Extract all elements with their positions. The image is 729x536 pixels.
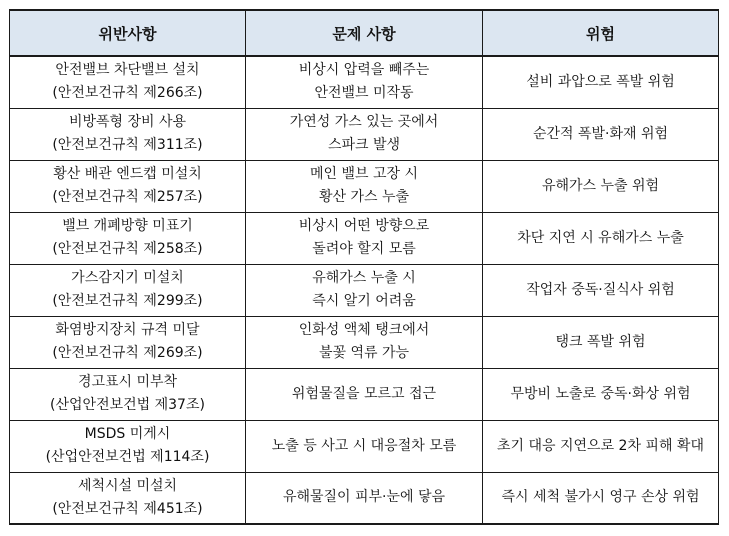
table-header-row — [10, 10, 719, 56]
cell-violation-line: 가스감지기 미설치 — [71, 270, 184, 286]
cell-risk — [483, 420, 719, 472]
cell-violation-line: (안전보건규칙 제311조) — [52, 137, 203, 153]
cell-violation — [10, 316, 246, 368]
cell-problem-line: 비상시 어떤 방향으로 — [298, 218, 430, 234]
cell-violation-line: 안전밸브 차단밸브 설치 — [55, 62, 200, 79]
cell-problem — [246, 108, 483, 160]
cell-risk — [483, 368, 719, 420]
cell-violation-line: (안전보건규칙 제451조) — [52, 500, 203, 517]
cell-violation — [10, 56, 246, 108]
cell-problem-line: 유해가스 누출 시 — [312, 270, 416, 286]
cell-problem-line: 즉시 알기 어려움 — [312, 293, 416, 309]
cell-violation-line: (안전보건규칙 제269조) — [52, 345, 203, 361]
cell-risk-line: 즉시 세척 불가시 영구 손상 위험 — [501, 489, 700, 506]
cell-risk — [483, 108, 719, 160]
cell-problem-line: 황산 가스 누출 — [318, 189, 410, 205]
cell-risk-line: 설비 과압으로 폭발 위험 — [526, 73, 675, 90]
cell-problem-line: 안전밸브 미작동 — [314, 85, 414, 102]
table-row — [10, 56, 719, 108]
cell-violation-line: (안전보건규칙 제299조) — [52, 293, 203, 309]
table-row — [10, 420, 719, 472]
cell-violation — [10, 212, 246, 264]
cell-risk — [483, 56, 719, 108]
cell-problem-line: 노출 등 사고 시 대응절차 모름 — [271, 437, 457, 454]
cell-risk-line: 순간적 폭발·화재 위험 — [532, 125, 669, 142]
cell-risk — [483, 472, 719, 524]
cell-violation-line: 경고표시 미부착 — [77, 374, 178, 390]
cell-problem-line: 위험물질을 모르고 접근 — [291, 385, 437, 402]
header-risk: 위험 — [483, 10, 719, 56]
cell-violation-line: 밸브 개폐방향 미표기 — [62, 218, 193, 234]
cell-risk-line: 유해가스 누출 위험 — [541, 177, 660, 194]
cell-problem-line: 비상시 압력을 빼주는 — [298, 62, 430, 79]
cell-problem-line: 불꽃 역류 가능 — [318, 345, 410, 361]
cell-problem — [246, 56, 483, 108]
cell-problem — [246, 368, 483, 420]
table-row — [10, 160, 719, 212]
cell-violation — [10, 368, 246, 420]
cell-problem-line: 가연성 가스 있는 곳에서 — [289, 114, 439, 130]
cell-problem — [246, 212, 483, 264]
cell-violation-line: MSDS 미게시 — [84, 426, 171, 442]
cell-violation-line: (안전보건규칙 제266조) — [52, 85, 203, 102]
cell-risk-line: 무방비 노출로 중독·화상 위험 — [510, 385, 691, 402]
cell-violation-line: 화염방지장치 규격 미달 — [55, 322, 200, 338]
header-problem: 문제 사항 — [246, 10, 483, 56]
violations-table-container — [9, 9, 718, 525]
cell-violation-line: 비방폭형 장비 사용 — [68, 114, 187, 130]
cell-problem-line: 스파크 발생 — [327, 137, 401, 153]
cell-violation — [10, 420, 246, 472]
cell-risk — [483, 264, 719, 316]
table-row — [10, 472, 719, 524]
table-row — [10, 264, 719, 316]
cell-problem — [246, 160, 483, 212]
table-row — [10, 212, 719, 264]
cell-violation-line: 세척시설 미설치 — [77, 477, 178, 494]
cell-risk-line: 초기 대응 지연으로 2차 피해 확대 — [497, 437, 704, 454]
cell-violation-line: (산업안전보건법 제37조) — [50, 397, 205, 413]
cell-problem-line: 돌려야 할지 모름 — [312, 241, 416, 257]
cell-risk — [483, 316, 719, 368]
cell-violation-line: (산업안전보건법 제114조) — [45, 449, 210, 465]
cell-risk-line: 차단 지연 시 유해가스 누출 — [517, 229, 684, 246]
header-violation: 위반사항 — [10, 10, 246, 56]
cell-problem-line: 메인 밸브 고장 시 — [309, 166, 419, 182]
table-row — [10, 368, 719, 420]
cell-problem-line: 유해물질이 피부·눈에 닿음 — [282, 489, 446, 506]
table-row — [10, 108, 719, 160]
cell-risk-line: 탱크 폭발 위험 — [555, 333, 646, 350]
cell-violation-line: 황산 배관 엔드캡 미설치 — [53, 166, 202, 182]
violations-table — [9, 9, 719, 525]
cell-problem — [246, 420, 483, 472]
cell-problem — [246, 316, 483, 368]
cell-risk — [483, 160, 719, 212]
cell-violation-line: (안전보건규칙 제257조) — [52, 189, 203, 205]
cell-violation — [10, 264, 246, 316]
cell-violation — [10, 108, 246, 160]
table-row — [10, 316, 719, 368]
cell-violation-line: (안전보건규칙 제258조) — [52, 241, 203, 257]
cell-problem-line: 인화성 액체 탱크에서 — [298, 322, 430, 338]
cell-risk-line: 작업자 중독·질식사 위험 — [526, 281, 675, 298]
table-body — [10, 56, 719, 524]
cell-problem — [246, 472, 483, 524]
cell-violation — [10, 472, 246, 524]
cell-violation — [10, 160, 246, 212]
cell-risk — [483, 212, 719, 264]
cell-problem — [246, 264, 483, 316]
